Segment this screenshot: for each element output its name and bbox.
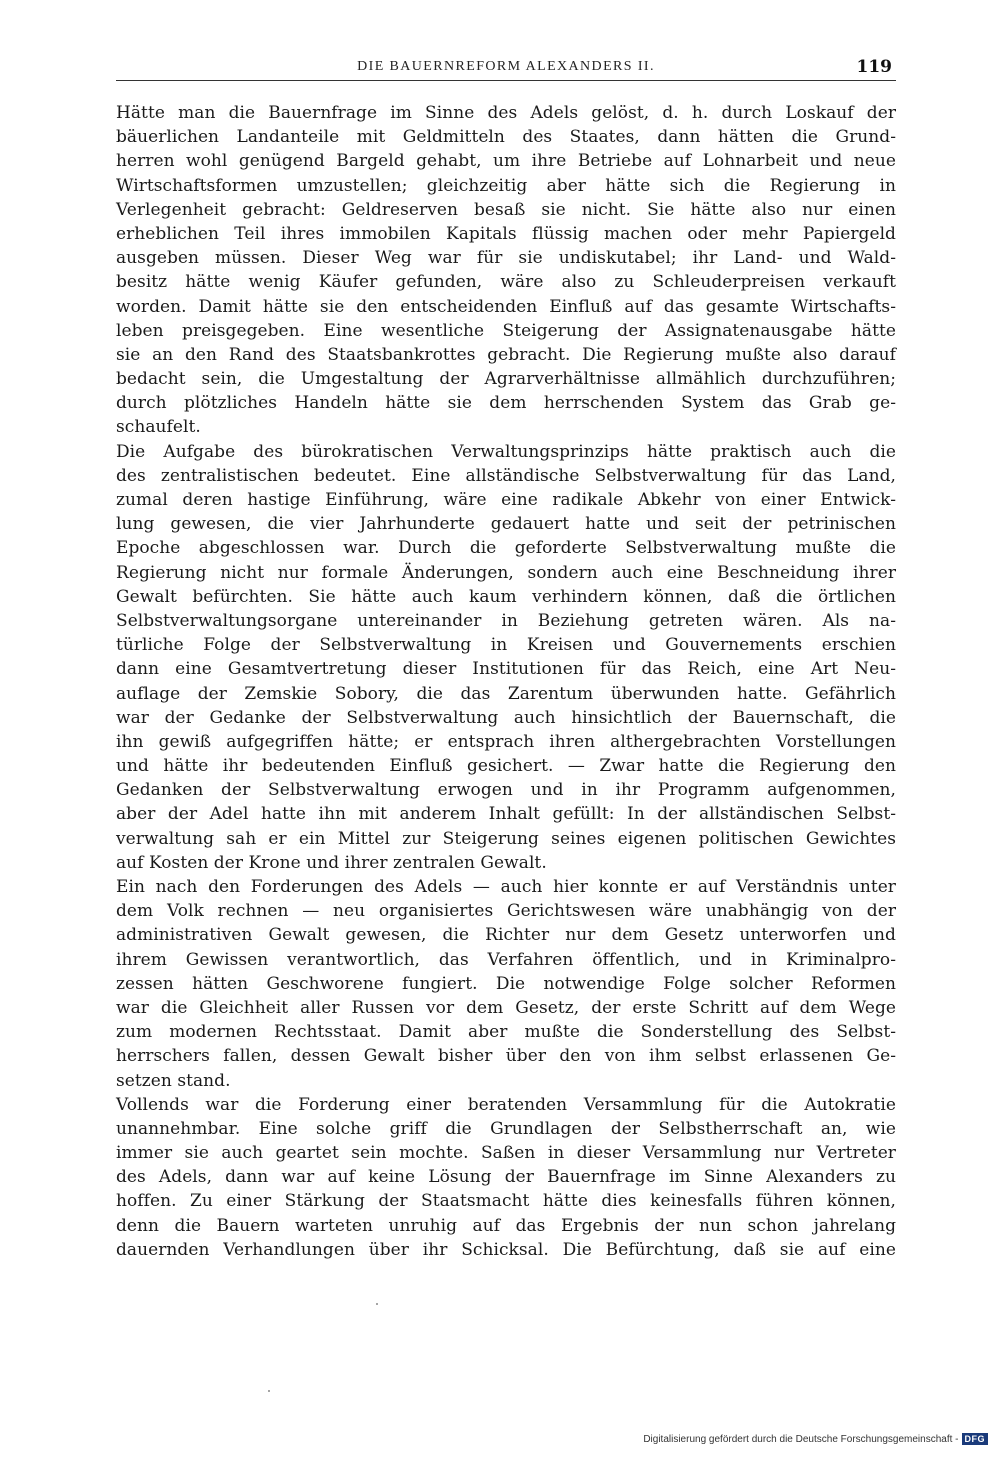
text-line: ihrem Gewissen verantwortlich, das Verfahren öffentlich, und in Kriminalpro- [116, 949, 896, 970]
text-line: des zentralistischen bedeutet. Eine allständische Selbstverwaltung für das Land, [116, 465, 896, 486]
text-line: war der Gedanke der Selbstverwaltung auch hinsichtlich der Bauernschaft, die [116, 707, 896, 728]
text-line: administrativen Gewalt gewesen, die Richter nur dem Gesetz unterworfen und [116, 925, 896, 946]
scan-speck [376, 1303, 378, 1305]
text-line: und hätte ihr bedeutenden Einfluß gesichert. — Zwar hatte die Regierung den [116, 756, 896, 777]
page-number: 119 [856, 57, 892, 77]
text-line: bäuerlichen Landanteile mit Geldmitteln des Staates, dann hätten die Grund- [116, 127, 896, 148]
text-line: verwaltung sah er ein Mittel zur Steigerung seines eigenen politischen Gewichtes [116, 828, 896, 849]
text-line: bedacht sein, die Umgestaltung der Agrarverhältnisse allmählich durchzuführen; [116, 369, 896, 390]
text-line: lung gewesen, die vier Jahrhunderte gedauert hatte und seit der petrinischen [116, 514, 896, 535]
text-line: türliche Folge der Selbstverwaltung in Kreisen und Gouvernements erschien [116, 635, 896, 656]
body-text [116, 101, 896, 1262]
dfg-logo: DFG [962, 1433, 989, 1445]
text-line: denn die Bauern warteten unruhig auf das Ergebnis der nun schon jahrelang [116, 1215, 896, 1236]
scan-speck [268, 1390, 270, 1392]
text-line: schaufelt. [116, 417, 201, 438]
text-line: ihn gewiß aufgegriffen hätte; er entsprach ihren althergebrachten Vorstellungen [116, 731, 896, 752]
text-line: herren wohl genügend Bargeld gehabt, um ihre Betriebe auf Lohnarbeit und neue [116, 151, 896, 172]
text-line: Gedanken der Selbstverwaltung erwogen und in ihr Programm aufgenommen, [116, 780, 896, 801]
text-line: Epoche abgeschlossen war. Durch die geforderte Selbstverwaltung mußte die [116, 538, 896, 559]
digitization-credit: Digitalisierung gefördert durch die Deutsche Forschungsgemeinschaft - [643, 1433, 959, 1445]
text-line: Regierung nicht nur formale Änderungen, sondern auch eine Beschneidung ihrer [116, 562, 896, 583]
text-line: Vollends war die Forderung einer beratenden Versammlung für die Autokratie [116, 1094, 896, 1115]
text-line: Hätte man die Bauernfrage im Sinne des Adels gelöst, d. h. durch Loskauf der [116, 103, 896, 123]
text-line: immer sie auch geartet sein mochte. Saßen in dieser Versammlung nur Vertreter [116, 1143, 896, 1164]
text-line: dem Volk rechnen — neu organisiertes Gerichtswesen wäre unabhängig von der [116, 901, 896, 922]
text-line: unannehmbar. Eine solche griff die Grundlagen der Selbstherrschaft an, wie [116, 1118, 896, 1139]
text-line: herrschers fallen, dessen Gewalt bisher über den von ihm selbst erlassenen Ge- [116, 1046, 896, 1067]
text-line: zessen hätten Geschworene fungiert. Die notwendige Folge solcher Reformen [116, 973, 896, 994]
header-rule [116, 80, 896, 81]
text-line: durch plötzliches Handeln hätte sie dem herrschenden System das Grab ge- [116, 393, 896, 414]
text-line: war die Gleichheit aller Russen vor dem Gesetz, der erste Schritt auf dem Wege [116, 997, 896, 1018]
text-line: erheblichen Teil ihres immobilen Kapitals flüssig machen oder mehr Papiergeld [116, 223, 896, 244]
text-line: Gewalt befürchten. Sie hätte auch kaum verhindern können, daß die örtlichen [116, 586, 896, 607]
text-line: aber der Adel hatte ihn mit anderem Inhalt gefüllt: In der allständischen Selbst- [116, 804, 896, 825]
text-line: Ein nach den Forderungen des Adels — auch hier konnte er auf Verständnis unter [116, 877, 896, 897]
page-header [116, 55, 896, 85]
text-line: hoffen. Zu einer Stärkung der Staatsmacht hätte dies keinesfalls führen können, [116, 1191, 896, 1212]
text-line: Wirtschaftsformen umzustellen; gleichzeitig aber hätte sich die Regierung in [116, 175, 896, 196]
text-line: dann eine Gesamtvertretung dieser Institutionen für das Reich, eine Art Neu- [116, 659, 896, 680]
text-line: setzen stand. [116, 1070, 231, 1091]
text-line: Selbstverwaltungsorgane untereinander in Beziehung getreten wären. Als na- [116, 610, 896, 631]
footer [643, 1433, 988, 1445]
text-line: des Adels, dann war auf keine Lösung der Bauernfrage im Sinne Alexanders zu [116, 1167, 896, 1188]
text-line: zum modernen Rechtsstaat. Damit aber mußte die Sonderstellung des Selbst- [116, 1022, 896, 1043]
text-line: leben preisgegeben. Eine wesentliche Steigerung der Assignatenausgabe hätte [116, 320, 896, 341]
text-line: auflage der Zemskie Sobory, die das Zarentum überwunden hatte. Gefährlich [116, 683, 896, 704]
text-line: auf Kosten der Krone und ihrer zentralen Gewalt. [116, 852, 547, 873]
running-head: DIE BAUERNREFORM ALEXANDERS II. [357, 59, 655, 74]
text-line: zumal deren hastige Einführung, wäre eine radikale Abkehr von einer Entwick- [116, 490, 896, 510]
text-line: besitz hätte wenig Käufer gefunden, wäre also zu Schleuderpreisen verkauft [116, 272, 896, 293]
text-line: sie an den Rand des Staatsbankrottes gebracht. Die Regierung mußte also darauf [116, 344, 896, 365]
text-line: worden. Damit hätte sie den entscheidenden Einfluß auf das gesamte Wirtschafts- [116, 296, 896, 317]
text-line: ausgeben müssen. Dieser Weg war für sie undiskutabel; ihr Land- und Wald- [116, 248, 896, 269]
text-line: Die Aufgabe des bürokratischen Verwaltungsprinzips hätte praktisch auch die [116, 441, 896, 462]
text-line: dauernden Verhandlungen über ihr Schicksal. Die Befürchtung, daß sie auf eine [116, 1239, 896, 1260]
text-line: Verlegenheit gebracht: Geldreserven besaß sie nicht. Sie hätte also nur einen [116, 199, 896, 220]
